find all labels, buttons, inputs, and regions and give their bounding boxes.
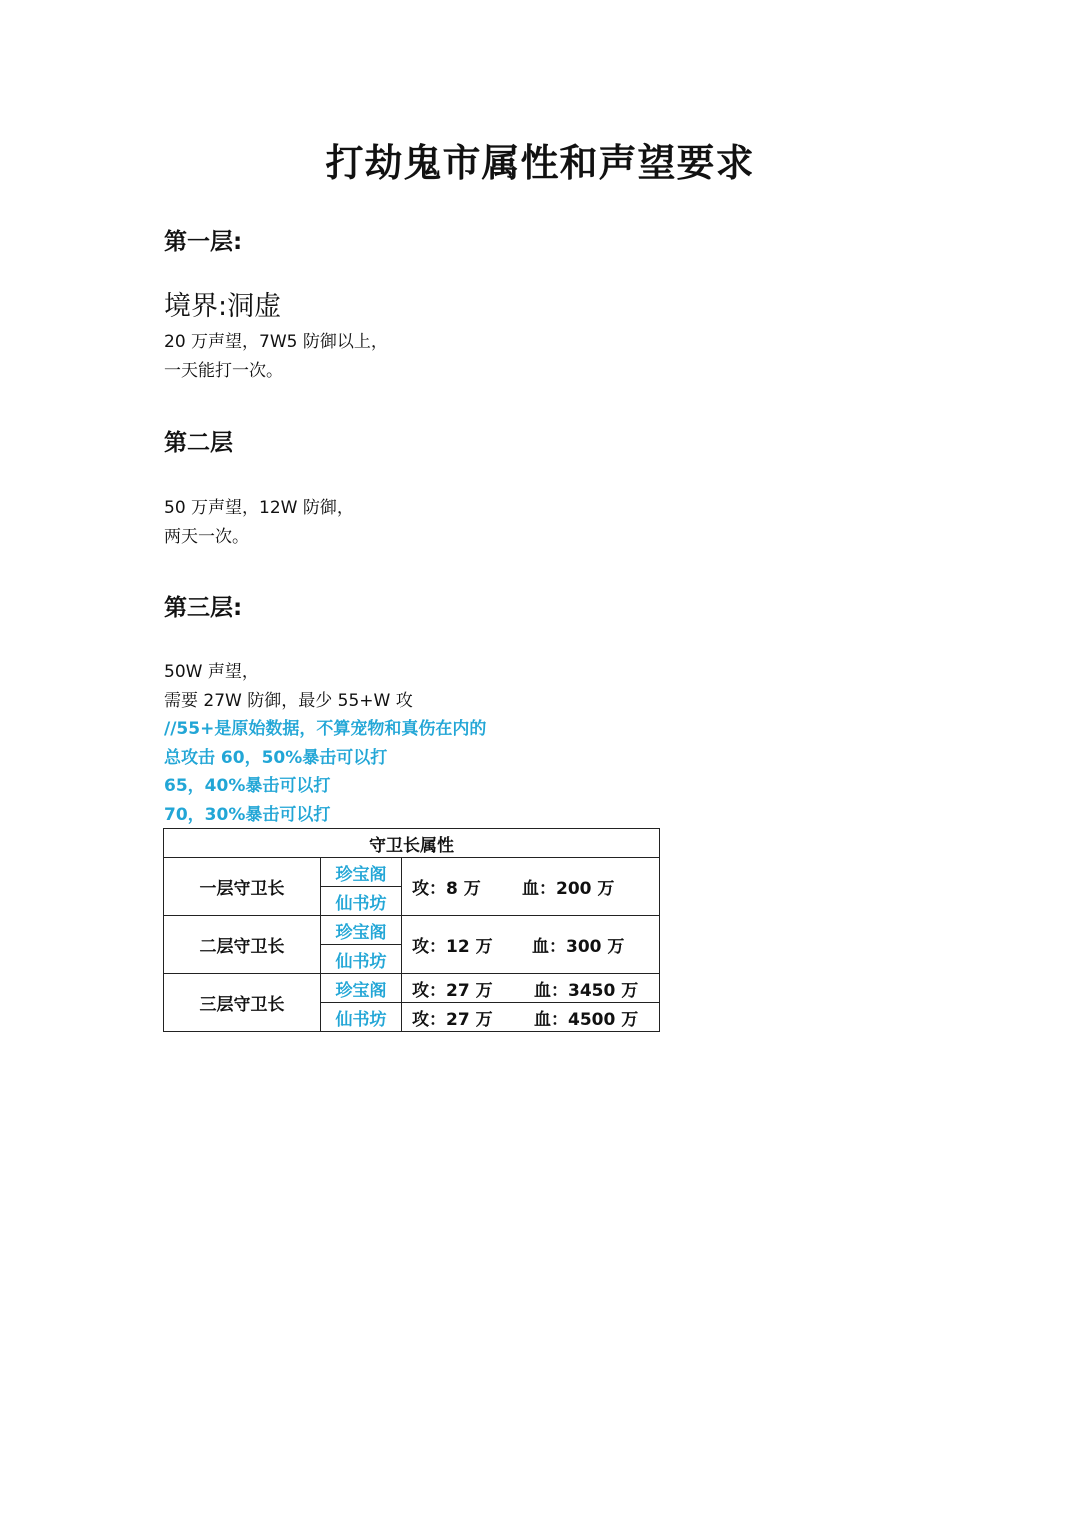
guard-stats [402,916,660,974]
floor1-line: 一天能打一次。 [164,360,283,381]
table-row [164,858,660,887]
floor1-heading: 第一层: [164,229,243,255]
guard-name: 二层守卫长 [164,916,321,974]
floor3-note: 70，30%暴击可以打 [164,804,331,825]
floor2-line: 50 万声望，12W 防御， [164,498,354,518]
shop-name: 珍宝阁 [321,974,402,1003]
floor3-note: 65，40%暴击可以打 [164,776,331,796]
floor3-note: //55+是原始数据，不算宠物和真伤在内的 [164,719,487,739]
guard-hp: 血：300 万 [532,937,625,957]
guard-hp: 血：4500 万 [534,1009,639,1030]
guard-name: 一层守卫长 [164,858,321,916]
page-title: 打劫鬼市属性和声望要求 [325,141,755,185]
table-row [164,974,660,1003]
table-header: 守卫长属性 [164,829,660,858]
guard-attack: 攻：12 万 [412,937,493,957]
floor2-line: 两天一次。 [164,526,249,547]
shop-name: 珍宝阁 [321,858,402,887]
guard-stats [402,858,660,916]
table-row [164,916,660,945]
guard-stats [402,1003,660,1032]
floor1-requirements [164,328,388,385]
guard-hp: 血：200 万 [522,879,615,899]
floor2-requirements [164,494,354,551]
shop-name: 珍宝阁 [321,916,402,945]
guard-hp: 血：3450 万 [534,980,639,1001]
guard-attributes-table [163,828,660,1032]
guard-attack: 攻：8 万 [412,879,481,899]
shop-name: 仙书坊 [321,1003,402,1032]
shop-name: 仙书坊 [321,945,402,974]
guard-stats [402,974,660,1003]
table-header-row [164,829,660,858]
guard-attack: 攻：27 万 [412,980,493,1001]
floor1-line: 20 万声望，7W5 防御以上， [164,332,388,352]
floor1-realm: 境界:洞虚 [164,291,282,322]
floor3-heading: 第三层: [164,595,243,621]
floor3-note: 总攻击 60，50%暴击可以打 [164,747,388,768]
guard-name: 三层守卫长 [164,974,321,1032]
floor3-line: 需要 27W 防御，最少 55+W 攻 [164,690,413,711]
floor3-line: 50W 声望， [164,662,259,682]
floor2-heading: 第二层 [164,430,233,456]
guard-attack: 攻：27 万 [412,1009,493,1030]
floor3-requirements [164,658,486,829]
shop-name: 仙书坊 [321,887,402,916]
